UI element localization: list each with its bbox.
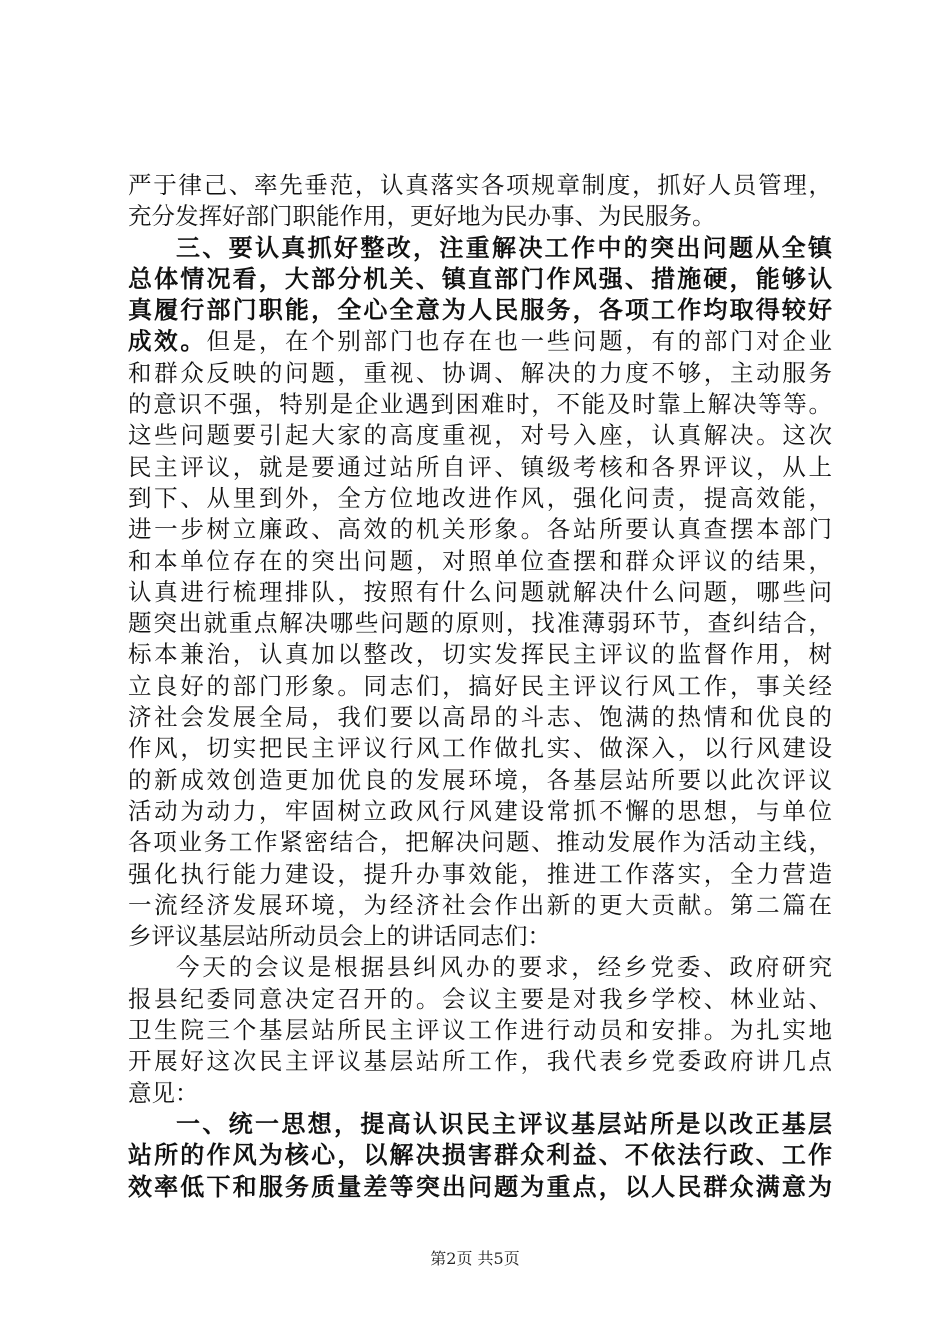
text-line: 三、要认真抓好整改，注重解决工作中的突出问题从全镇 xyxy=(176,233,832,262)
text-line: 标本兼治，认真加以整改，切实发挥民主评议的监督作用，树 xyxy=(128,640,832,669)
body-text xyxy=(128,170,832,1203)
bold-segment: 成效。 xyxy=(128,327,207,356)
text-line: 济社会发展全局，我们要以高昂的斗志、饱满的热情和优良的 xyxy=(128,703,832,732)
text-line: 充分发挥好部门职能作用，更好地为民办事、为民服务。 xyxy=(128,202,716,231)
text-line: 这些问题要引起大家的高度重视，对号入座，认真解决。这次 xyxy=(128,421,832,450)
text-line: 题突出就重点解决哪些问题的原则，找准薄弱环节，查纠结合， xyxy=(128,609,832,638)
text-line: 作风，切实把民主评议行风工作做扎实、做深入，以行风建设 xyxy=(128,734,832,763)
text-line: 的新成效创造更加优良的发展环境，各基层站所要以此次评议 xyxy=(128,765,832,794)
text-line: 进一步树立廉政、高效的机关形象。各站所要认真查摆本部门 xyxy=(128,515,832,544)
text-line: 严于律己、率先垂范，认真落实各项规章制度，抓好人员管理， xyxy=(128,171,832,199)
text-line: 立良好的部门形象。同志们，搞好民主评议行风工作，事关经 xyxy=(128,671,832,700)
text-line: 真履行部门职能，全心全意为人民服务，各项工作均取得较好 xyxy=(128,296,832,325)
text-line: 意见： xyxy=(128,1078,199,1107)
text-line: 和本单位存在的突出问题，对照单位查摆和群众评议的结果， xyxy=(128,546,832,575)
text-line: 站所的作风为核心，以解决损害群众利益、不依法行政、工作 xyxy=(128,1141,832,1170)
text-line: 今天的会议是根据县纠风办的要求，经乡党委、政府研究 xyxy=(176,953,832,982)
text-line: 一、统一思想，提高认识民主评议基层站所是以改正基层 xyxy=(176,1109,832,1138)
text-line: 认真进行梳理排队，按照有什么问题就解决什么问题，哪些问 xyxy=(128,577,832,606)
text-line: 到下、从里到外，全方位地改进作风，强化问责，提高效能， xyxy=(128,483,832,512)
normal-segment: 但是，在个别部门也存在也一些问题，有的部门对企业 xyxy=(206,327,833,356)
text-line: 乡评议基层站所动员会上的讲话同志们： xyxy=(128,922,551,951)
text-line xyxy=(128,326,832,357)
text-line: 卫生院三个基层站所民主评议工作进行动员和安排。为扎实地 xyxy=(128,1016,832,1045)
text-line: 总体情况看，大部分机关、镇直部门作风强、措施硬，能够认 xyxy=(128,264,832,293)
text-line: 的意识不强，特别是企业遇到困难时，不能及时靠上解决等等。 xyxy=(128,390,832,419)
text-line: 强化执行能力建设，提升办事效能，推进工作落实，全力营造 xyxy=(128,859,832,888)
text-line: 效率低下和服务质量差等突出问题为重点，以人民群众满意为 xyxy=(128,1172,832,1201)
page-footer: 第2页 共5页 xyxy=(430,1249,520,1268)
text-line: 各项业务工作紧密结合，把解决问题、推动发展作为活动主线， xyxy=(128,828,832,857)
text-line: 开展好这次民主评议基层站所工作，我代表乡党委政府讲几点 xyxy=(128,1047,832,1076)
text-line: 和群众反映的问题，重视、协调、解决的力度不够，主动服务 xyxy=(128,358,832,387)
text-line: 一流经济发展环境，为经济社会作出新的更大贡献。第二篇在 xyxy=(128,890,832,919)
text-line: 活动为动力，牢固树立政风行风建设常抓不懈的思想，与单位 xyxy=(128,796,832,825)
text-line: 民主评议，就是要通过站所自评、镇级考核和各界评议，从上 xyxy=(128,452,832,481)
text-line: 报县纪委同意决定召开的。会议主要是对我乡学校、林业站、 xyxy=(128,984,832,1013)
